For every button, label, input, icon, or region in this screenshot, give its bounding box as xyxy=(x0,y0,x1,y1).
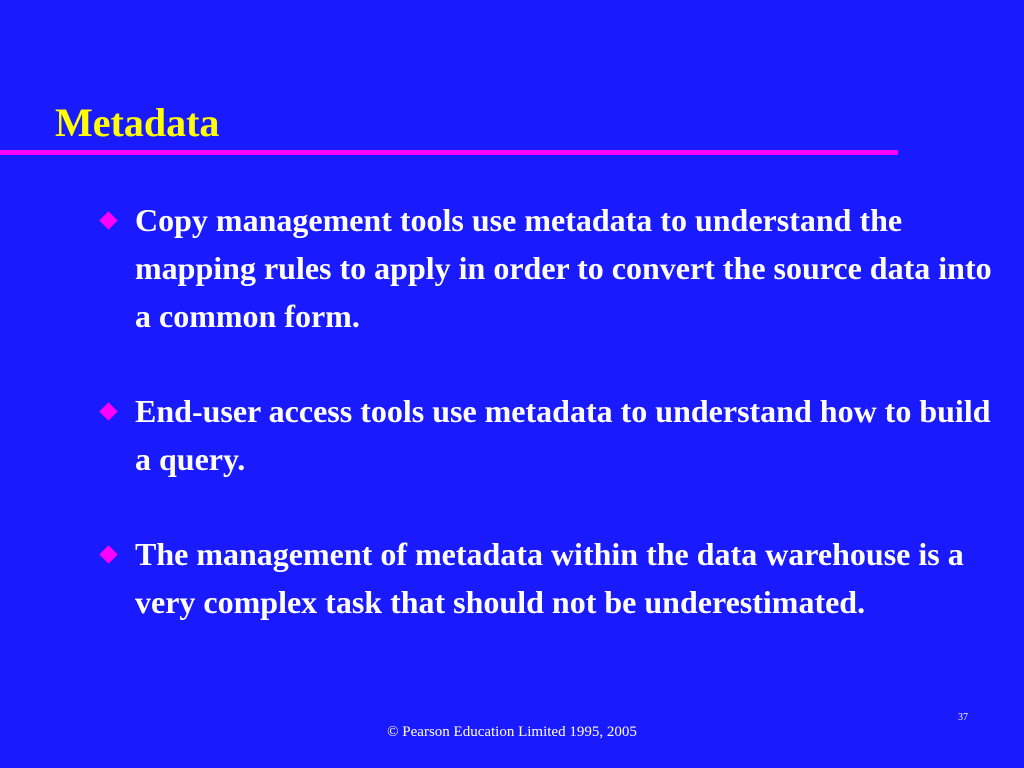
slide-title: Metadata xyxy=(55,100,220,145)
diamond-bullet-icon xyxy=(99,402,117,420)
page-number: 37 xyxy=(958,712,968,723)
diamond-bullet-icon xyxy=(99,545,117,563)
bullet-list xyxy=(96,196,996,626)
title-divider xyxy=(0,150,898,155)
diamond-bullet-icon xyxy=(99,211,117,229)
bullet-item xyxy=(96,530,996,626)
bullet-item xyxy=(96,387,996,483)
bullet-item xyxy=(96,196,996,340)
bullet-text: The management of metadata within the data warehouse is a very complex task that should not be underestimated. xyxy=(135,536,964,620)
copyright-footer: © Pearson Education Limited 1995, 2005 xyxy=(387,724,637,740)
bullet-text: Copy management tools use metadata to understand the mapping rules to apply in order to convert the source data into a common form. xyxy=(135,202,992,334)
bullet-text: End-user access tools use metadata to understand how to build a query. xyxy=(135,393,991,477)
